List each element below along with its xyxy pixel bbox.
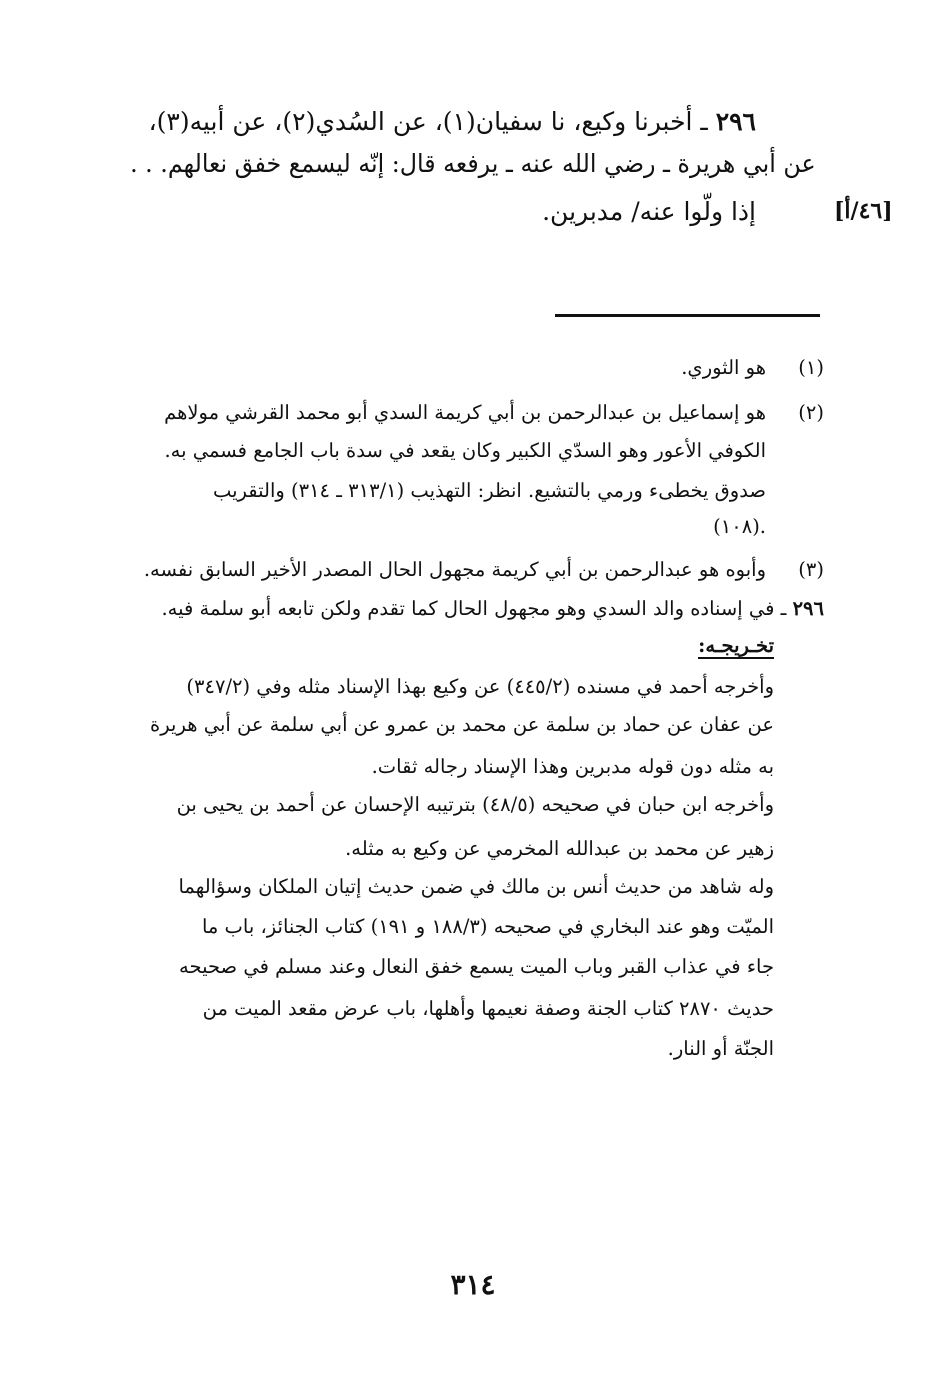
hadith-number: ٢٩٦ <box>715 107 756 136</box>
commentary-line-7: وله شاهد من حديث أنس بن مالك في ضمن حديث إتيان الملكان وسؤالهما <box>178 875 774 898</box>
footnote-2-line-2: الكوفي الأعور وهو السدّي الكبير وكان يقعد في سدة باب الجامع فسمي به. <box>164 439 766 462</box>
commentary-line-11: الجنّة أو النار. <box>667 1037 774 1060</box>
takhrij-heading-text: تخـريجـه: <box>698 634 774 657</box>
footnote-1-line-1: هو الثوري. <box>681 356 766 379</box>
commentary-line-1 <box>161 594 824 624</box>
commentary-line-1-body: ـ في إسناده والد السدي وهو مجهول الحال كما تقدم ولكن تابعه أبو سلمة فيه. <box>161 597 787 620</box>
page-number: ٣١٤ <box>450 1268 496 1301</box>
commentary-line-5: وأخرجه ابن حبان في صحيحه (٤٨/٥) بترتيبه الإحسان عن أحمد بن يحيى بن <box>176 793 774 816</box>
commentary-line-6: زهير عن محمد بن عبدالله المخرمي عن وكيع به مثله. <box>345 837 774 860</box>
footnote-2-line-1: هو إسماعيل بن عبدالرحمن بن أبي كريمة السدي أبو محمد القرشي مولاهم <box>164 401 766 424</box>
commentary-line-8: الميّت وهو عند البخاري في صحيحه (١٨٨/٣ و ١٩١) كتاب الجنائز، باب ما <box>201 915 774 938</box>
main-text-line-2: عن أبي هريرة ـ رضي الله عنه ـ يرفعه قال: إنّه ليسمع خفق نعالهم. . . <box>130 149 816 178</box>
commentary-line-4: به مثله دون قوله مدبرين وهذا الإسناد رجاله ثقات. <box>371 755 774 778</box>
folio-marker: [٤٦/أ] <box>834 198 893 224</box>
footnote-3-label: (٣) <box>798 558 824 581</box>
commentary-line-9: جاء في عذاب القبر وباب الميت يسمع خفق النعال وعند مسلم في صحيحه <box>179 955 774 978</box>
footnote-2-line-3: صدوق يخطىء ورمي بالتشيع. انظر: التهذيب (٣١٣/١ ـ ٣١٤) والتقريب <box>212 479 766 502</box>
takhrij-heading <box>698 631 774 661</box>
main-text-line-3: إذا ولّوا عنه/ مدبرين. <box>542 197 756 226</box>
commentary-number: ٢٩٦ <box>792 597 824 620</box>
main-text-line-1 <box>149 104 756 140</box>
commentary-line-2: وأخرجه أحمد في مسنده (٤٤٥/٢) عن وكيع بهذا الإسناد مثله وفي (٣٤٧/٢) <box>186 675 774 698</box>
footnote-2-label: (٢) <box>798 401 824 424</box>
footnote-1-label: (١) <box>798 356 824 379</box>
commentary-line-10: حديث ٢٨٧٠ كتاب الجنة وصفة نعيمها وأهلها، باب عرض مقعد الميت من <box>202 997 774 1020</box>
footnote-separator <box>555 314 820 317</box>
main-text-line-1-body: ـ أخبرنا وكيع، نا سفيان(١)، عن السُدي(٢)، عن أبيه(٣)، <box>148 107 708 136</box>
commentary-line-3: عن عفان عن حماد بن سلمة عن محمد بن عمرو عن أبي سلمة عن أبي هريرة <box>150 713 774 736</box>
footnote-2-line-4: (١٠٨). <box>713 515 766 538</box>
footnote-3-line-1: وأبوه هو عبدالرحمن بن أبي كريمة مجهول الحال المصدر الأخير السابق نفسه. <box>143 558 766 581</box>
